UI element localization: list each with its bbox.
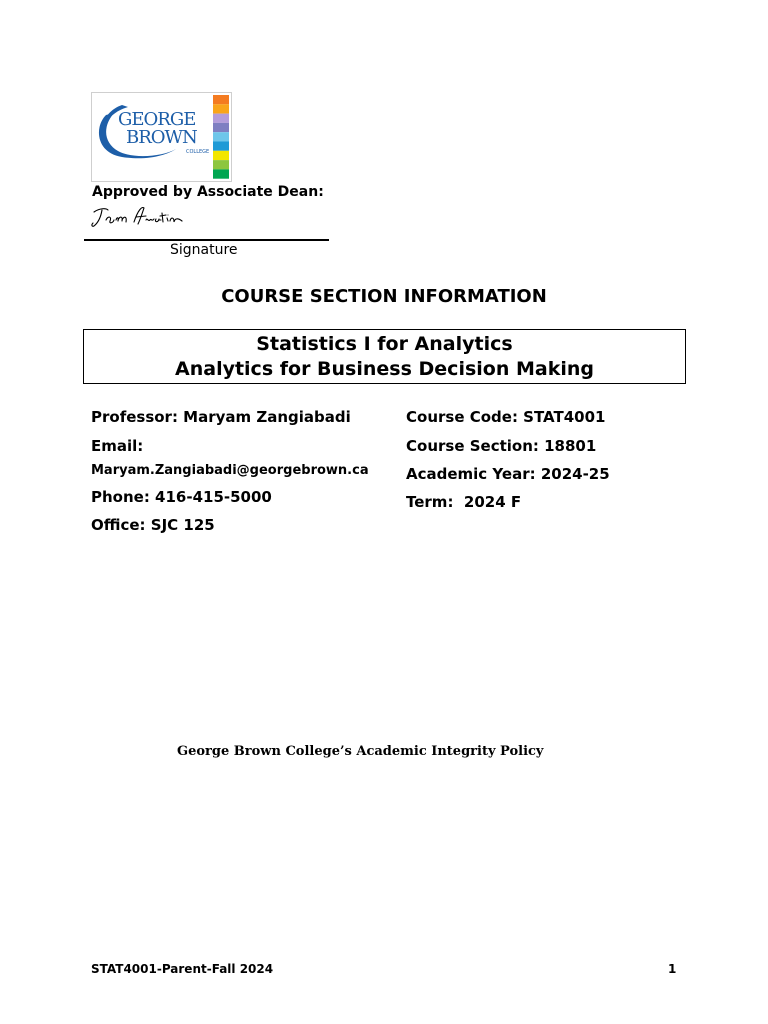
logo-stripe bbox=[213, 123, 229, 132]
email-address[interactable]: Maryam.Zangiabadi@georgebrown.ca bbox=[91, 463, 369, 478]
logo-stripe bbox=[213, 160, 229, 169]
office-location: Office: SJC 125 bbox=[91, 516, 215, 534]
section-heading: COURSE SECTION INFORMATION bbox=[221, 286, 547, 307]
logo-stripe bbox=[213, 132, 229, 141]
dean-signature bbox=[90, 204, 190, 236]
logo-text-college: COLLEGE bbox=[186, 149, 210, 155]
logo-text-brown: BROWN bbox=[126, 127, 197, 148]
logo-color-stripes bbox=[213, 95, 229, 179]
term: Term: 2024 F bbox=[406, 493, 522, 511]
logo-text-george: GEORGE bbox=[118, 109, 196, 130]
logo-stripe bbox=[213, 142, 229, 151]
phone-number: Phone: 416-415-5000 bbox=[91, 488, 272, 506]
logo-stripe bbox=[213, 104, 229, 113]
course-program: Analytics for Business Decision Making bbox=[175, 358, 594, 380]
logo-stripe bbox=[213, 95, 229, 104]
footer-document-id: STAT4001-Parent-Fall 2024 bbox=[91, 962, 274, 976]
course-section: Course Section: 18801 bbox=[406, 437, 597, 455]
logo-stripe bbox=[213, 114, 229, 123]
logo-stripe bbox=[213, 151, 229, 160]
email-label: Email: bbox=[91, 437, 144, 455]
academic-year: Academic Year: 2024-25 bbox=[406, 465, 610, 483]
signature-label: Signature bbox=[170, 242, 238, 258]
page-number: 1 bbox=[668, 962, 677, 976]
logo-stripe bbox=[213, 169, 229, 178]
approved-by-label: Approved by Associate Dean: bbox=[92, 184, 324, 200]
course-title-box bbox=[83, 329, 686, 384]
academic-integrity-heading: George Brown College’s Academic Integrity Policy bbox=[177, 744, 544, 759]
signature-line bbox=[84, 239, 329, 241]
college-logo-graphic bbox=[92, 93, 231, 181]
course-code: Course Code: STAT4001 bbox=[406, 408, 606, 426]
course-title: Statistics I for Analytics bbox=[256, 333, 513, 355]
professor-name: Professor: Maryam Zangiabadi bbox=[91, 408, 351, 426]
college-logo bbox=[91, 92, 232, 182]
